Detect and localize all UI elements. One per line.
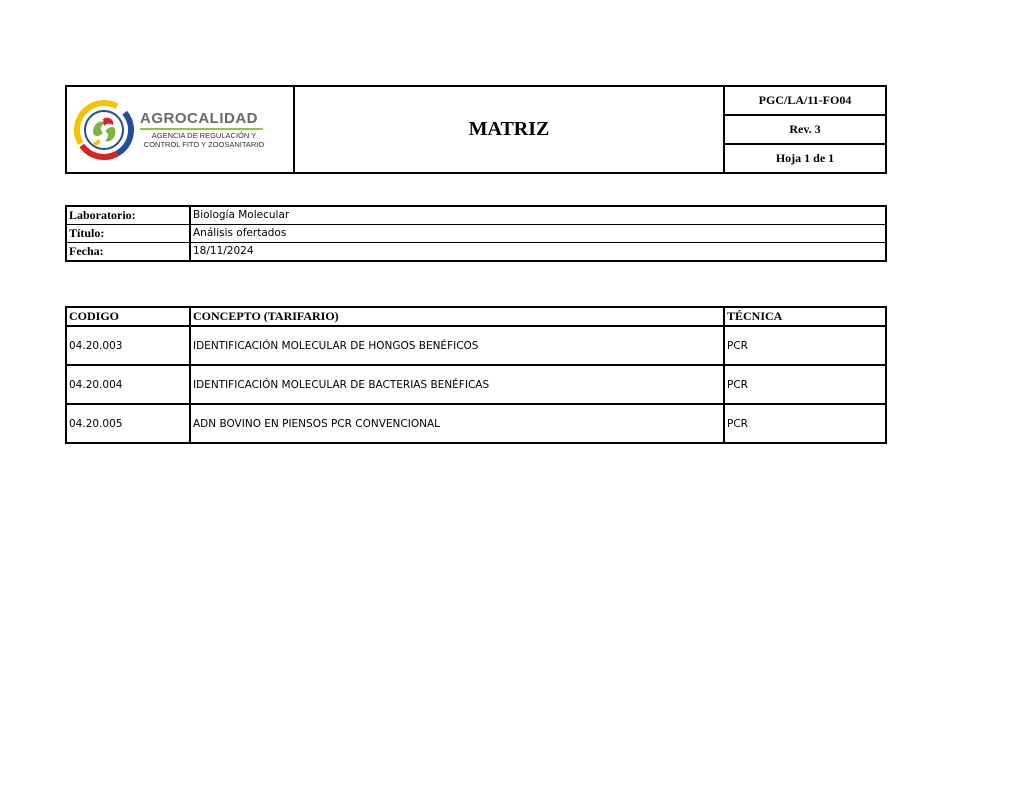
column-header-concepto: CONCEPTO (TARIFARIO) — [191, 308, 725, 325]
cell-concepto: IDENTIFICACIÓN MOLECULAR DE HONGOS BENÉFICOS — [191, 327, 725, 364]
document-header — [65, 85, 887, 174]
document-title: MATRIZ — [295, 87, 725, 172]
info-value: Biología Molecular — [193, 209, 290, 221]
cell-tecnica: PCR — [727, 339, 748, 352]
info-row-laboratorio — [67, 207, 885, 224]
cell-tecnica: PCR — [727, 417, 748, 430]
info-value: 18/11/2024 — [193, 245, 254, 257]
logo-brand-text: AGROCALIDAD — [140, 110, 258, 127]
table-row — [67, 364, 885, 403]
cell-concepto: IDENTIFICACIÓN MOLECULAR DE BACTERIAS BENÉFICAS — [191, 366, 725, 403]
document-meta — [725, 87, 885, 172]
logo-subtitle-line1: AGENCIA DE REGULACIÓN Y — [151, 131, 257, 140]
cell-concepto: ADN BOVINO EN PIENSOS PCR CONVENCIONAL — [191, 405, 725, 442]
logo-subtitle-line2: CONTROL FITO Y ZOOSANITARIO — [143, 140, 265, 149]
info-label: Fecha: — [67, 243, 191, 260]
cell-tecnica: PCR — [727, 378, 748, 391]
logo-subtitle — [139, 131, 269, 149]
cell-codigo: 04.20.005 — [67, 405, 191, 442]
table-row — [67, 325, 885, 364]
cell-codigo: 04.20.004 — [67, 366, 191, 403]
document-code: PGC/LA/11-FO04 — [758, 93, 852, 107]
info-value: Análisis ofertados — [193, 227, 287, 239]
info-row-titulo — [67, 224, 885, 242]
table-row — [67, 403, 885, 442]
column-header-codigo: CODIGO — [67, 308, 191, 325]
info-table — [65, 205, 887, 262]
logo-underline — [140, 128, 263, 130]
analysis-table — [65, 306, 887, 444]
agrocalidad-logo-icon — [73, 99, 135, 161]
info-label: Título: — [67, 225, 191, 242]
info-row-fecha — [67, 242, 885, 260]
info-label: Laboratorio: — [67, 207, 191, 224]
document-revision: Rev. 3 — [725, 114, 885, 143]
column-header-tecnica: TÉCNICA — [727, 309, 783, 323]
cell-codigo: 04.20.003 — [67, 327, 191, 364]
document-page: Hoja 1 de 1 — [725, 143, 885, 172]
table-header-row — [67, 308, 885, 325]
logo-cell — [67, 87, 295, 172]
